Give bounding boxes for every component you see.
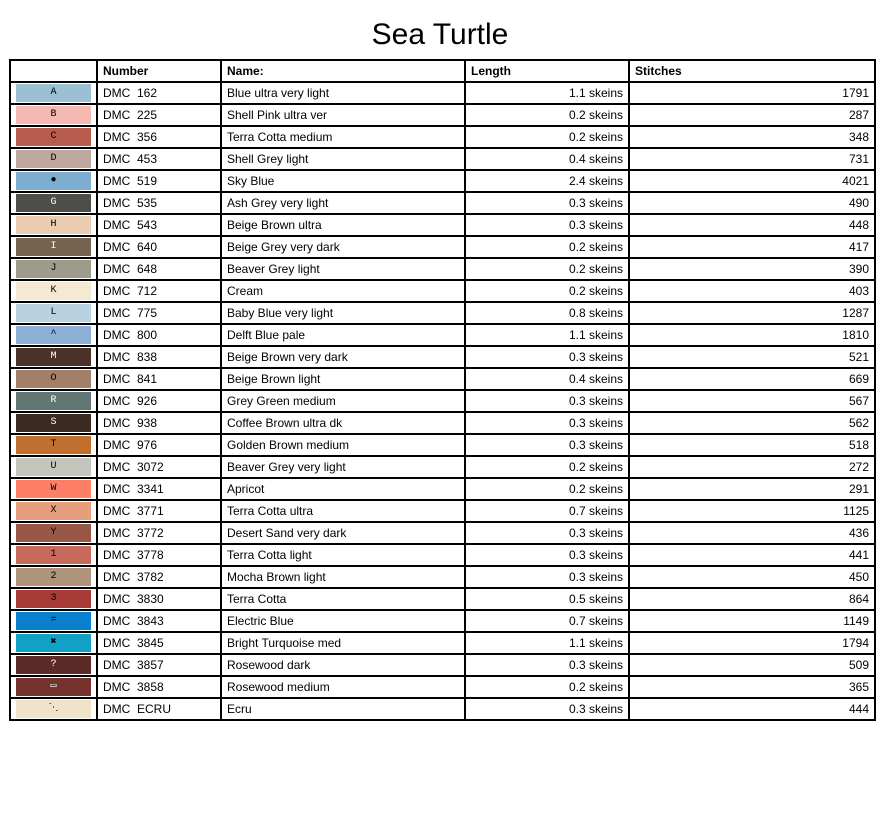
- swatch-cell: [10, 214, 97, 236]
- swatch-cell: [10, 368, 97, 390]
- floss-name-cell: Terra Cotta: [221, 588, 465, 610]
- floss-stitches-cell: 1810: [629, 324, 875, 346]
- table-row: [10, 522, 875, 544]
- floss-length-cell: 0.2 skeins: [465, 104, 629, 126]
- floss-number: 976: [137, 438, 158, 452]
- floss-stitches-cell: 444: [629, 698, 875, 720]
- floss-number: 535: [137, 196, 158, 210]
- floss-brand: DMC: [103, 350, 131, 364]
- floss-name-cell: Grey Green medium: [221, 390, 465, 412]
- floss-stitches-cell: 490: [629, 192, 875, 214]
- floss-number-cell: [97, 434, 221, 456]
- swatch-cell: [10, 522, 97, 544]
- floss-number-cell: [97, 632, 221, 654]
- floss-name-cell: Beige Brown ultra: [221, 214, 465, 236]
- table-row: [10, 698, 875, 720]
- floss-number: 712: [137, 284, 158, 298]
- floss-brand: DMC: [103, 108, 131, 122]
- floss-stitches-cell: 291: [629, 478, 875, 500]
- table-row: [10, 126, 875, 148]
- color-swatch: O: [16, 370, 91, 388]
- floss-name-cell: Beige Brown very dark: [221, 346, 465, 368]
- table-row: [10, 566, 875, 588]
- floss-number-cell: [97, 698, 221, 720]
- floss-stitches-cell: 287: [629, 104, 875, 126]
- floss-number-cell: [97, 676, 221, 698]
- floss-stitches-cell: 521: [629, 346, 875, 368]
- floss-number-cell: [97, 412, 221, 434]
- swatch-cell: [10, 698, 97, 720]
- floss-name-cell: Baby Blue very light: [221, 302, 465, 324]
- color-swatch: G: [16, 194, 91, 212]
- floss-number: ECRU: [137, 702, 172, 716]
- floss-number-cell: [97, 390, 221, 412]
- floss-stitches-cell: 1794: [629, 632, 875, 654]
- floss-name-cell: Desert Sand very dark: [221, 522, 465, 544]
- floss-number: 356: [137, 130, 158, 144]
- floss-name-cell: Beige Brown light: [221, 368, 465, 390]
- swatch-cell: [10, 456, 97, 478]
- floss-number-cell: [97, 654, 221, 676]
- floss-number-cell: [97, 236, 221, 258]
- table-header-row: [10, 60, 875, 82]
- swatch-cell: [10, 82, 97, 104]
- floss-stitches-cell: 1149: [629, 610, 875, 632]
- floss-brand: DMC: [103, 152, 131, 166]
- floss-number: 938: [137, 416, 158, 430]
- swatch-cell: [10, 346, 97, 368]
- floss-length-cell: 0.5 skeins: [465, 588, 629, 610]
- color-swatch: ⋱: [16, 700, 91, 718]
- color-swatch: L: [16, 304, 91, 322]
- floss-number-cell: [97, 214, 221, 236]
- floss-number-cell: [97, 126, 221, 148]
- floss-length-cell: 0.2 skeins: [465, 478, 629, 500]
- floss-name-cell: Terra Cotta ultra: [221, 500, 465, 522]
- floss-brand: DMC: [103, 614, 131, 628]
- table-row: [10, 214, 875, 236]
- table-row: [10, 346, 875, 368]
- swatch-cell: [10, 654, 97, 676]
- floss-name-cell: Terra Cotta medium: [221, 126, 465, 148]
- floss-number-cell: [97, 170, 221, 192]
- swatch-cell: [10, 500, 97, 522]
- floss-brand: DMC: [103, 636, 131, 650]
- table-row: [10, 280, 875, 302]
- color-swatch: U: [16, 458, 91, 476]
- floss-brand: DMC: [103, 262, 131, 276]
- floss-length-cell: 0.7 skeins: [465, 500, 629, 522]
- color-swatch: T: [16, 436, 91, 454]
- floss-length-cell: 0.3 skeins: [465, 566, 629, 588]
- floss-name-cell: Golden Brown medium: [221, 434, 465, 456]
- header-symbol: [10, 60, 97, 82]
- table-row: [10, 192, 875, 214]
- floss-length-cell: 1.1 skeins: [465, 82, 629, 104]
- floss-length-cell: 1.1 skeins: [465, 324, 629, 346]
- floss-legend-table: [9, 59, 876, 721]
- floss-length-cell: 1.1 skeins: [465, 632, 629, 654]
- swatch-cell: [10, 434, 97, 456]
- table-row: [10, 544, 875, 566]
- floss-number: 648: [137, 262, 158, 276]
- color-swatch: I: [16, 238, 91, 256]
- color-swatch: ^: [16, 326, 91, 344]
- floss-name-cell: Bright Turquoise med: [221, 632, 465, 654]
- color-swatch: ?: [16, 656, 91, 674]
- swatch-cell: [10, 390, 97, 412]
- floss-name-cell: Coffee Brown ultra dk: [221, 412, 465, 434]
- swatch-cell: [10, 412, 97, 434]
- swatch-cell: [10, 236, 97, 258]
- color-swatch: ▭: [16, 678, 91, 696]
- floss-number: 775: [137, 306, 158, 320]
- table-row: [10, 456, 875, 478]
- floss-number-cell: [97, 82, 221, 104]
- floss-stitches-cell: 348: [629, 126, 875, 148]
- floss-length-cell: 0.3 skeins: [465, 434, 629, 456]
- floss-brand: DMC: [103, 526, 131, 540]
- table-row: [10, 170, 875, 192]
- floss-brand: DMC: [103, 416, 131, 430]
- floss-number-cell: [97, 566, 221, 588]
- floss-stitches-cell: 518: [629, 434, 875, 456]
- floss-number: 3072: [137, 460, 164, 474]
- floss-name-cell: Mocha Brown light: [221, 566, 465, 588]
- floss-number: 225: [137, 108, 158, 122]
- table-row: [10, 588, 875, 610]
- floss-brand: DMC: [103, 328, 131, 342]
- color-swatch: H: [16, 216, 91, 234]
- table-row: [10, 368, 875, 390]
- floss-length-cell: 0.2 skeins: [465, 456, 629, 478]
- floss-name-cell: Beige Grey very dark: [221, 236, 465, 258]
- table-row: [10, 82, 875, 104]
- floss-brand: DMC: [103, 196, 131, 210]
- floss-number: 3771: [137, 504, 164, 518]
- color-swatch: C: [16, 128, 91, 146]
- color-swatch: X: [16, 502, 91, 520]
- floss-brand: DMC: [103, 240, 131, 254]
- floss-number-cell: [97, 478, 221, 500]
- table-row: [10, 500, 875, 522]
- floss-number: 3782: [137, 570, 164, 584]
- floss-number: 926: [137, 394, 158, 408]
- header-name: Name:: [221, 60, 465, 82]
- floss-number-cell: [97, 544, 221, 566]
- floss-brand: DMC: [103, 306, 131, 320]
- floss-name-cell: Beaver Grey very light: [221, 456, 465, 478]
- floss-brand: DMC: [103, 482, 131, 496]
- swatch-cell: [10, 258, 97, 280]
- floss-stitches-cell: 272: [629, 456, 875, 478]
- floss-name-cell: Sky Blue: [221, 170, 465, 192]
- color-swatch: S: [16, 414, 91, 432]
- floss-number: 3845: [137, 636, 164, 650]
- table-row: [10, 434, 875, 456]
- swatch-cell: [10, 676, 97, 698]
- floss-name-cell: Apricot: [221, 478, 465, 500]
- swatch-cell: [10, 170, 97, 192]
- floss-number: 162: [137, 86, 158, 100]
- table-body: [10, 82, 875, 720]
- floss-number: 3341: [137, 482, 164, 496]
- swatch-cell: [10, 588, 97, 610]
- floss-number-cell: [97, 280, 221, 302]
- floss-brand: DMC: [103, 284, 131, 298]
- floss-brand: DMC: [103, 658, 131, 672]
- table-row: [10, 632, 875, 654]
- floss-stitches-cell: 731: [629, 148, 875, 170]
- floss-brand: DMC: [103, 372, 131, 386]
- floss-number-cell: [97, 258, 221, 280]
- table-row: [10, 324, 875, 346]
- color-swatch: =: [16, 612, 91, 630]
- floss-name-cell: Ash Grey very light: [221, 192, 465, 214]
- floss-length-cell: 0.4 skeins: [465, 148, 629, 170]
- floss-number-cell: [97, 346, 221, 368]
- table-row: [10, 302, 875, 324]
- table-row: [10, 104, 875, 126]
- floss-stitches-cell: 567: [629, 390, 875, 412]
- swatch-cell: [10, 280, 97, 302]
- swatch-cell: [10, 126, 97, 148]
- swatch-cell: [10, 148, 97, 170]
- color-swatch: B: [16, 106, 91, 124]
- floss-name-cell: Beaver Grey light: [221, 258, 465, 280]
- floss-stitches-cell: 436: [629, 522, 875, 544]
- table-row: [10, 610, 875, 632]
- floss-number-cell: [97, 522, 221, 544]
- table-row: [10, 148, 875, 170]
- color-swatch: 3: [16, 590, 91, 608]
- color-swatch: W: [16, 480, 91, 498]
- floss-length-cell: 0.2 skeins: [465, 236, 629, 258]
- floss-brand: DMC: [103, 130, 131, 144]
- floss-number: 543: [137, 218, 158, 232]
- floss-name-cell: Delft Blue pale: [221, 324, 465, 346]
- floss-number-cell: [97, 104, 221, 126]
- floss-brand: DMC: [103, 680, 131, 694]
- floss-stitches-cell: 669: [629, 368, 875, 390]
- floss-stitches-cell: 390: [629, 258, 875, 280]
- floss-length-cell: 0.4 skeins: [465, 368, 629, 390]
- floss-number-cell: [97, 192, 221, 214]
- page-title: Sea Turtle: [371, 18, 509, 51]
- floss-stitches-cell: 864: [629, 588, 875, 610]
- color-swatch: R: [16, 392, 91, 410]
- floss-stitches-cell: 441: [629, 544, 875, 566]
- floss-stitches-cell: 417: [629, 236, 875, 258]
- table-row: [10, 676, 875, 698]
- header-number: Number: [97, 60, 221, 82]
- floss-number: 3843: [137, 614, 164, 628]
- floss-length-cell: 0.3 skeins: [465, 412, 629, 434]
- floss-name-cell: Blue ultra very light: [221, 82, 465, 104]
- floss-number-cell: [97, 588, 221, 610]
- floss-brand: DMC: [103, 548, 131, 562]
- floss-number: 3778: [137, 548, 164, 562]
- floss-length-cell: 0.3 skeins: [465, 654, 629, 676]
- floss-brand: DMC: [103, 504, 131, 518]
- floss-stitches-cell: 4021: [629, 170, 875, 192]
- floss-name-cell: Electric Blue: [221, 610, 465, 632]
- floss-length-cell: 0.7 skeins: [465, 610, 629, 632]
- floss-brand: DMC: [103, 592, 131, 606]
- table-row: [10, 654, 875, 676]
- floss-number-cell: [97, 302, 221, 324]
- floss-stitches-cell: 450: [629, 566, 875, 588]
- floss-stitches-cell: 1287: [629, 302, 875, 324]
- swatch-cell: [10, 192, 97, 214]
- floss-number: 453: [137, 152, 158, 166]
- swatch-cell: [10, 104, 97, 126]
- color-swatch: J: [16, 260, 91, 278]
- floss-number-cell: [97, 368, 221, 390]
- color-swatch: 2: [16, 568, 91, 586]
- floss-name-cell: Rosewood dark: [221, 654, 465, 676]
- floss-name-cell: Shell Pink ultra ver: [221, 104, 465, 126]
- floss-number: 3830: [137, 592, 164, 606]
- floss-length-cell: 0.2 skeins: [465, 258, 629, 280]
- table-row: [10, 236, 875, 258]
- swatch-cell: [10, 610, 97, 632]
- color-swatch: Y: [16, 524, 91, 542]
- floss-length-cell: 2.4 skeins: [465, 170, 629, 192]
- floss-number-cell: [97, 610, 221, 632]
- floss-stitches-cell: 403: [629, 280, 875, 302]
- floss-length-cell: 0.3 skeins: [465, 698, 629, 720]
- header-length: Length: [465, 60, 629, 82]
- floss-length-cell: 0.2 skeins: [465, 126, 629, 148]
- floss-length-cell: 0.3 skeins: [465, 346, 629, 368]
- floss-number: 838: [137, 350, 158, 364]
- table-row: [10, 412, 875, 434]
- floss-length-cell: 0.2 skeins: [465, 280, 629, 302]
- floss-number: 841: [137, 372, 158, 386]
- floss-number: 3858: [137, 680, 164, 694]
- floss-length-cell: 0.3 skeins: [465, 522, 629, 544]
- floss-name-cell: Shell Grey light: [221, 148, 465, 170]
- floss-number-cell: [97, 500, 221, 522]
- floss-number: 800: [137, 328, 158, 342]
- color-swatch: ●: [16, 172, 91, 190]
- color-swatch: M: [16, 348, 91, 366]
- swatch-cell: [10, 324, 97, 346]
- floss-number: 3857: [137, 658, 164, 672]
- floss-length-cell: 0.3 skeins: [465, 544, 629, 566]
- color-swatch: ✖: [16, 634, 91, 652]
- swatch-cell: [10, 566, 97, 588]
- floss-name-cell: Ecru: [221, 698, 465, 720]
- table-row: [10, 390, 875, 412]
- floss-stitches-cell: 562: [629, 412, 875, 434]
- floss-brand: DMC: [103, 218, 131, 232]
- header-stitches: Stitches: [629, 60, 875, 82]
- floss-brand: DMC: [103, 460, 131, 474]
- color-swatch: D: [16, 150, 91, 168]
- color-swatch: A: [16, 84, 91, 102]
- floss-stitches-cell: 509: [629, 654, 875, 676]
- floss-name-cell: Rosewood medium: [221, 676, 465, 698]
- floss-brand: DMC: [103, 570, 131, 584]
- floss-name-cell: Cream: [221, 280, 465, 302]
- swatch-cell: [10, 544, 97, 566]
- floss-length-cell: 0.8 skeins: [465, 302, 629, 324]
- table-row: [10, 478, 875, 500]
- floss-brand: DMC: [103, 174, 131, 188]
- floss-number-cell: [97, 324, 221, 346]
- floss-number: 3772: [137, 526, 164, 540]
- floss-length-cell: 0.3 skeins: [465, 192, 629, 214]
- floss-length-cell: 0.3 skeins: [465, 390, 629, 412]
- floss-number-cell: [97, 148, 221, 170]
- floss-brand: DMC: [103, 438, 131, 452]
- floss-length-cell: 0.3 skeins: [465, 214, 629, 236]
- table-row: [10, 258, 875, 280]
- swatch-cell: [10, 302, 97, 324]
- floss-stitches-cell: 1125: [629, 500, 875, 522]
- floss-name-cell: Terra Cotta light: [221, 544, 465, 566]
- color-swatch: 1: [16, 546, 91, 564]
- floss-stitches-cell: 1791: [629, 82, 875, 104]
- floss-brand: DMC: [103, 394, 131, 408]
- floss-stitches-cell: 365: [629, 676, 875, 698]
- floss-number: 640: [137, 240, 158, 254]
- color-swatch: K: [16, 282, 91, 300]
- floss-number-cell: [97, 456, 221, 478]
- swatch-cell: [10, 632, 97, 654]
- swatch-cell: [10, 478, 97, 500]
- floss-number: 519: [137, 174, 158, 188]
- floss-brand: DMC: [103, 86, 131, 100]
- floss-length-cell: 0.2 skeins: [465, 676, 629, 698]
- floss-brand: DMC: [103, 702, 131, 716]
- floss-stitches-cell: 448: [629, 214, 875, 236]
